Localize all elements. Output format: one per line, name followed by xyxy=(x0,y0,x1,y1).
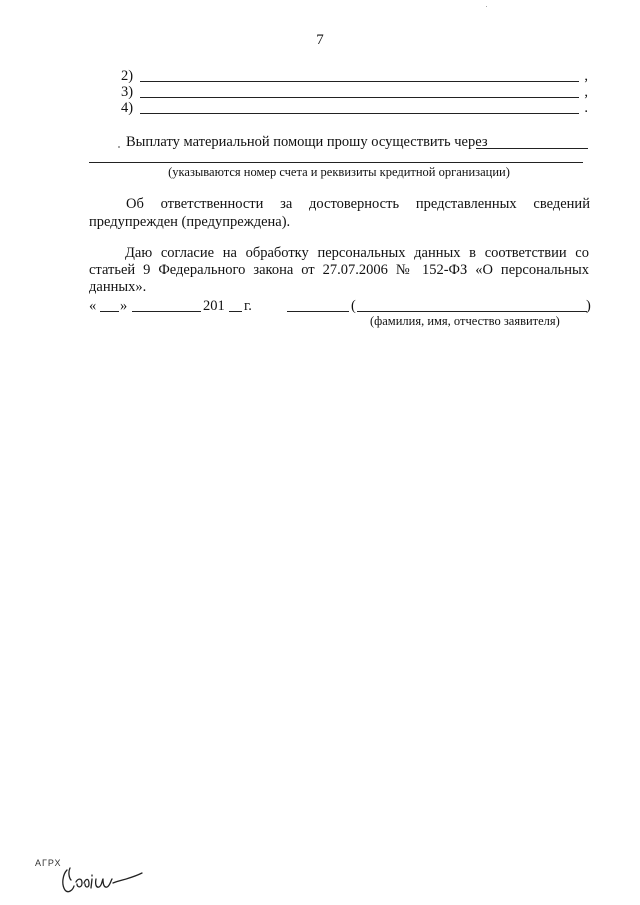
list-item-number: 2) xyxy=(121,68,134,84)
date-day-blank xyxy=(100,311,119,312)
list-item-blank-line xyxy=(140,81,579,82)
responsibility-continuation: предупрежден (предупреждена). xyxy=(89,214,291,230)
archive-code: АГРХ xyxy=(35,858,62,868)
page-number: 7 xyxy=(316,32,324,48)
handwritten-signature xyxy=(58,860,148,896)
date-close-quote: » xyxy=(120,298,128,314)
list-item-punctuation: , xyxy=(584,84,588,100)
name-paren-close: ) xyxy=(586,298,591,314)
signature-blank xyxy=(287,311,349,312)
responsibility-statement xyxy=(126,196,590,213)
payment-method-line xyxy=(126,134,588,154)
list-item xyxy=(121,100,591,118)
payment-method-text: Выплату материальной помощи прошу осуществить через xyxy=(126,134,488,150)
responsibility-word: Об xyxy=(126,196,144,212)
list-item-blank-line xyxy=(140,97,579,98)
name-paren-open: ( xyxy=(351,298,356,314)
account-details-hint: (указываются номер счета и реквизиты кредитной организации) xyxy=(168,165,510,179)
applicant-name-hint: (фамилия, имя, отчество заявителя) xyxy=(370,314,560,328)
date-year-blank xyxy=(229,311,242,312)
date-month-blank xyxy=(132,311,201,312)
responsibility-word: ответственности xyxy=(160,196,264,212)
list-item-punctuation: . xyxy=(584,100,588,116)
date-year-prefix: 201 xyxy=(203,298,225,314)
list-item-number: 4) xyxy=(121,100,134,116)
applicant-name-blank xyxy=(357,311,587,312)
payment-method-blank xyxy=(476,148,588,149)
scan-speck xyxy=(118,146,120,148)
responsibility-word: сведений xyxy=(533,196,590,212)
responsibility-word: за xyxy=(280,196,293,212)
scan-speck xyxy=(486,6,487,7)
account-details-blank-line xyxy=(89,162,583,163)
date-open-quote: « xyxy=(89,298,97,314)
personal-data-consent: Даю согласие на обработку персональных данных в соответствии со статьей 9 Федерального закона от 27.07.2006 № 152-ФЗ «О персональных данных». xyxy=(89,245,589,295)
list-item-number: 3) xyxy=(121,84,134,100)
responsibility-word: достоверность xyxy=(309,196,400,212)
responsibility-word: представленных xyxy=(415,196,517,212)
list-item-punctuation: , xyxy=(584,68,588,84)
list-item-blank-line xyxy=(140,113,579,114)
date-year-suffix: г. xyxy=(244,298,252,314)
